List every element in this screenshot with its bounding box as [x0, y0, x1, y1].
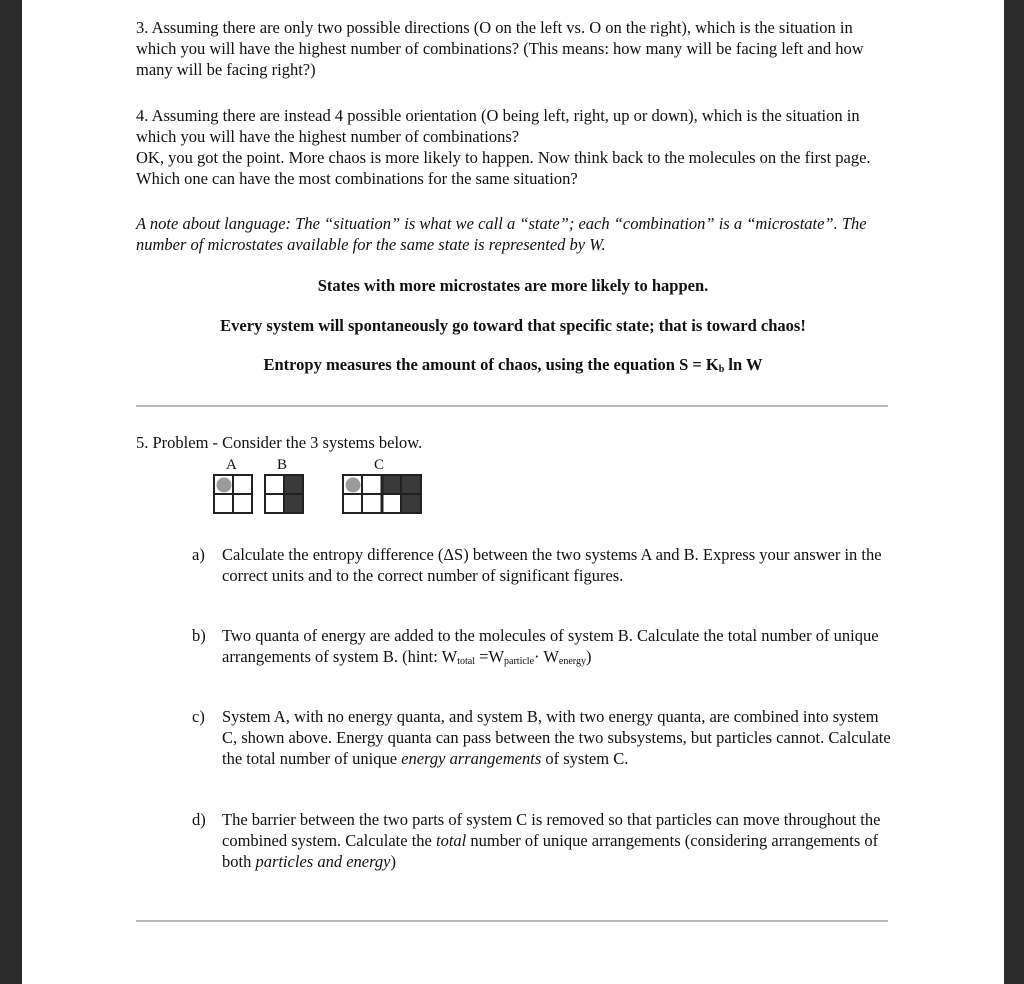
- system-b-grid: [264, 474, 304, 514]
- part-d-letter: d): [192, 810, 206, 829]
- part-a-text: Calculate the entropy difference (ΔS) between the two systems A and B. Express your answer in the correct units and to the correct number of significant figures.: [222, 545, 882, 585]
- system-c-filled-cell-2: [401, 475, 421, 494]
- system-a-label: A: [226, 457, 237, 473]
- system-b-filled-cell-bottom: [284, 494, 303, 513]
- part-b-letter: b): [192, 626, 206, 645]
- system-a-particle: [217, 478, 232, 493]
- statement-entropy: Entropy measures the amount of chaos, using the equation $S = K_b$ ln W: [263, 355, 763, 375]
- part-c-letter: c): [192, 707, 205, 726]
- part-b-text: Two quanta of energy are added to the molecules of system B. Calculate the total number of unique arrangements of system B. (hint: $W_{total} =W_{particle}\cdot W_{energy}$): [222, 626, 879, 667]
- part-c-text: System A, with no energy quanta, and system B, with two energy quanta, are combined into system C, shown above. Energy quanta can pass between the two subsystems, but particles cannot. Calculate the total number of unique energy arrangements of system C.: [222, 707, 891, 768]
- question-3: 3. Assuming there are only two possible directions (O on the left vs. O on the right), which is the situation in which you will have the highest number of combinations? (This means: how many will be facing left and how many will be facing right?): [136, 18, 864, 79]
- question-4-followup: OK, you got the point. More chaos is more likely to happen. Now think back to the molecules on the first page. Which one can have the most combinations for the same situation?: [136, 148, 871, 188]
- system-c-filled-cell-3: [401, 494, 421, 513]
- language-note: A note about language: The “situation” is what we call a “state”; each “combination” is a “microstate”. The number of microstates available for the same state is represented by W.: [136, 214, 867, 254]
- system-c-grid: [342, 474, 422, 514]
- question-4: [136, 105, 896, 189]
- statement-spontaneous: Every system will spontaneously go toward that specific state; that is toward chaos!: [220, 316, 806, 335]
- divider-bottom: [136, 920, 888, 922]
- system-a-grid: [213, 474, 253, 514]
- system-c-label: C: [374, 457, 385, 473]
- document-page: [22, 0, 1004, 984]
- part-d-text: The barrier between the two parts of system C is removed so that particles can move throughout the combined system. Calculate the total number of unique arrangements (considering arrangements of both particles and energy): [222, 810, 881, 871]
- system-b-filled-cell-top: [284, 475, 303, 494]
- system-c-filled-cell-1: [382, 475, 401, 494]
- part-a-letter: a): [192, 545, 205, 564]
- divider-top: [136, 405, 888, 407]
- system-c-particle: [346, 478, 361, 493]
- question-4-text: 4. Assuming there are instead 4 possible orientation (O being left, right, up or down), which is the situation in which you will have the highest number of combinations?: [136, 106, 860, 146]
- system-b-label: B: [277, 457, 288, 473]
- statement-microstates: States with more microstates are more likely to happen.: [317, 276, 709, 295]
- problem-5-title: 5. Problem - Consider the 3 systems below.: [136, 433, 423, 452]
